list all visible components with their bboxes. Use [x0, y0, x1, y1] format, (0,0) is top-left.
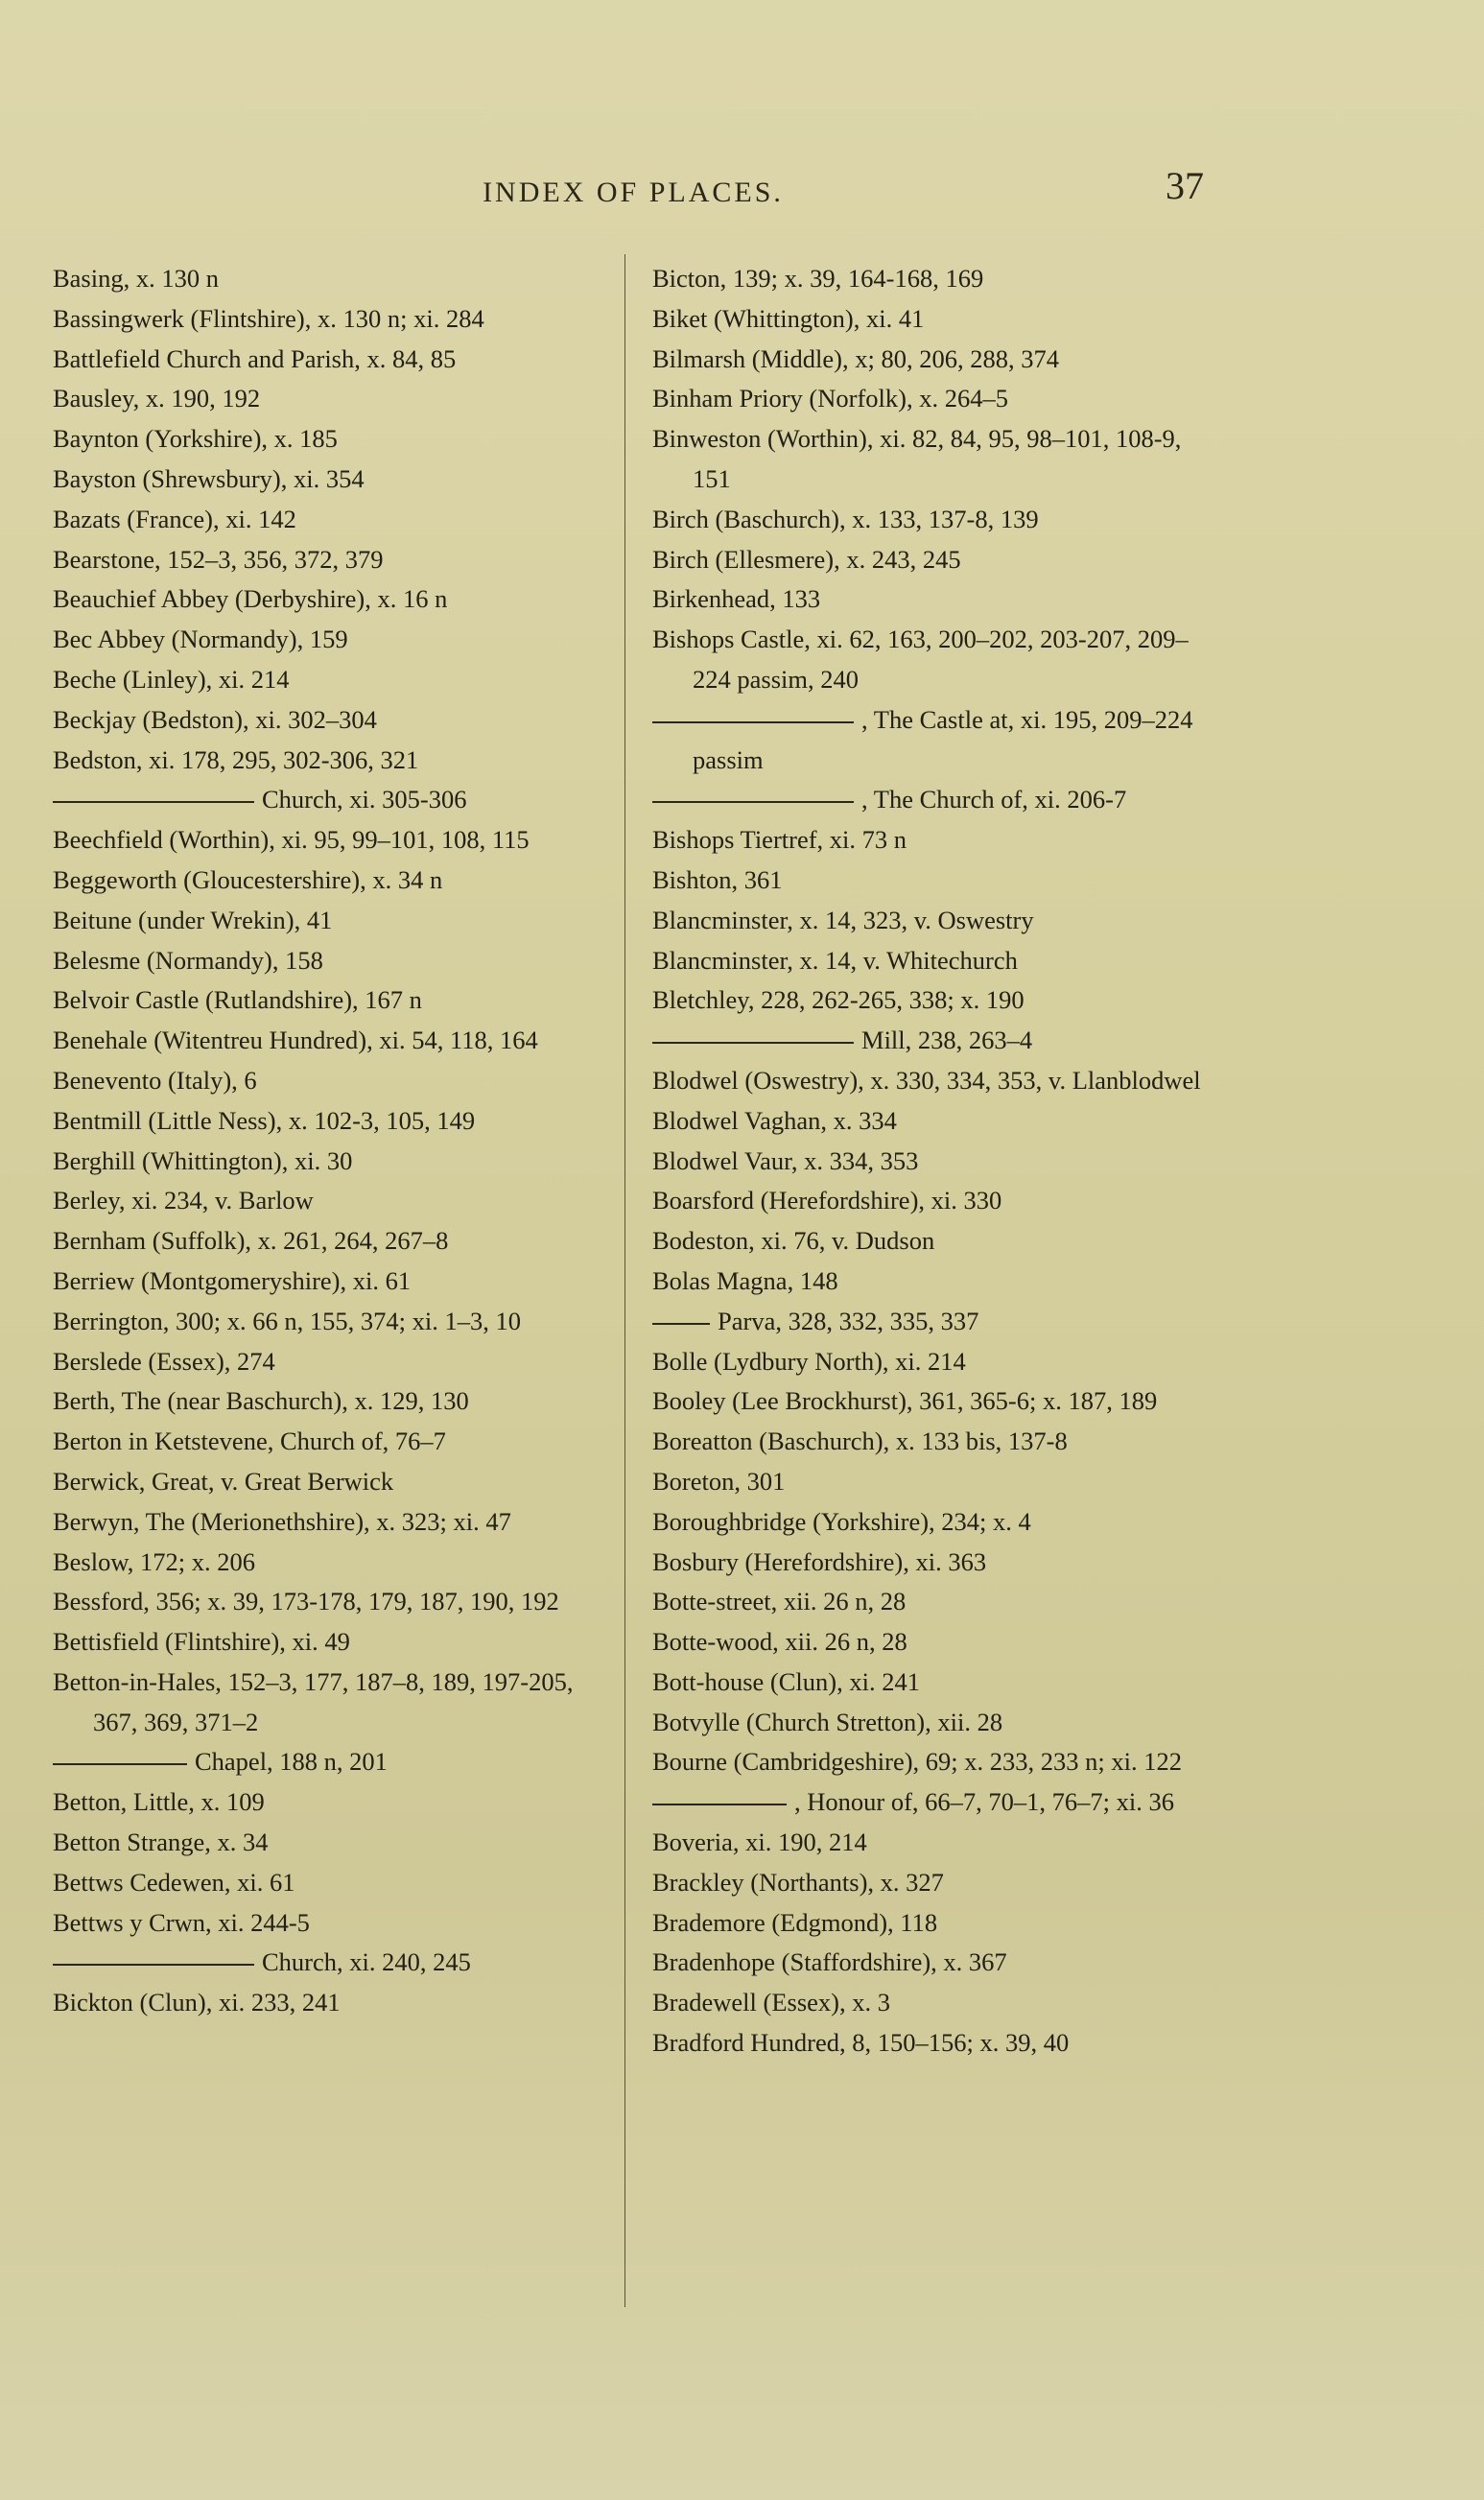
index-entry [652, 780, 1209, 820]
index-entry-text: Binweston (Worthin), xi. 82, 84, 95, 98–101, 108-9, 151 [652, 424, 1182, 493]
index-entry-text: Belvoir Castle (Rutlandshire), 167 n [53, 985, 422, 1015]
index-entry [53, 1021, 609, 1061]
index-entry [652, 419, 1209, 500]
index-entry-text: Battlefield Church and Parish, x. 84, 85 [53, 343, 457, 373]
index-entry [652, 1462, 1209, 1502]
index-entry-text: Chapel, 188 n, 201 [195, 1747, 388, 1777]
index-entry-text: Betton, Little, x. 109 [53, 1787, 265, 1817]
index-entry [652, 901, 1209, 941]
index-entry-text: Church, xi. 305-306 [262, 785, 467, 814]
index-entry [652, 861, 1209, 901]
index-entry-text: , Honour of, 66–7, 70–1, 76–7; xi. 36 [794, 1787, 1175, 1817]
index-entry [652, 1221, 1209, 1262]
ditto-rule [652, 1042, 854, 1044]
index-entry [652, 259, 1209, 299]
index-entry-text: Bentmill (Little Ness), x. 102-3, 105, 149 [53, 1105, 476, 1135]
index-entry-text: Bayston (Shrewsbury), xi. 354 [53, 463, 365, 493]
index-entry [53, 1863, 609, 1903]
index-entry [53, 1302, 609, 1342]
index-entry [652, 1021, 1209, 1061]
index-entry [53, 941, 609, 981]
index-entry-text: Boroughbridge (Yorkshire), 234; x. 4 [652, 1506, 1031, 1536]
index-entry [53, 460, 609, 500]
index-entry [53, 780, 609, 820]
index-entry [53, 1983, 609, 2023]
index-entry [53, 620, 609, 660]
index-entry-text: Bradewell (Essex), x. 3 [652, 1988, 890, 2017]
index-entry-text: Berslede (Essex), 274 [53, 1346, 275, 1376]
index-entry-text: Bearstone, 152–3, 356, 372, 379 [53, 544, 384, 574]
index-entry [652, 980, 1209, 1021]
index-entry [652, 1663, 1209, 1703]
index-entry [652, 1782, 1209, 1823]
page-number: 37 [1166, 164, 1204, 207]
index-entry [652, 2023, 1209, 2064]
index-entry-text: Bilmarsh (Middle), x; 80, 206, 288, 374 [652, 343, 1059, 373]
index-entry [53, 1181, 609, 1221]
index-entry-text: Betton-in-Hales, 152–3, 177, 187–8, 189, 197-205, 367, 369, 371–2 [53, 1666, 574, 1736]
running-title: INDEX OF PLACES. [483, 177, 784, 208]
index-entry [652, 1181, 1209, 1221]
index-entry [53, 579, 609, 620]
index-entry [53, 419, 609, 460]
index-entry [652, 1101, 1209, 1142]
index-entry [53, 1262, 609, 1302]
ditto-rule [53, 1964, 254, 1966]
index-entry [652, 340, 1209, 380]
index-entry-text: Birch (Ellesmere), x. 243, 245 [652, 544, 961, 574]
index-entry [652, 700, 1209, 781]
index-entry-text: Brademore (Edgmond), 118 [652, 1907, 938, 1937]
index-entry-text: Beche (Linley), xi. 214 [53, 664, 290, 694]
index-entry-text: Bishops Tiertref, xi. 73 n [652, 825, 907, 855]
index-entry [53, 299, 609, 340]
index-entry [652, 1342, 1209, 1382]
index-entry [53, 1903, 609, 1944]
index-entry [652, 1742, 1209, 1782]
index-entry [53, 660, 609, 700]
index-entry [53, 700, 609, 741]
index-entry-text: Birkenhead, 133 [652, 584, 821, 614]
index-entry [652, 1502, 1209, 1543]
index-entry [652, 540, 1209, 580]
index-entry [652, 500, 1209, 540]
index-entry [652, 941, 1209, 981]
index-entry-text: Betton Strange, x. 34 [53, 1828, 269, 1857]
index-entry-text: Bolle (Lydbury North), xi. 214 [652, 1346, 966, 1376]
ditto-rule [53, 801, 254, 803]
index-entry [652, 1903, 1209, 1944]
index-entry-text: Bassingwerk (Flintshire), x. 130 n; xi. 284 [53, 303, 484, 333]
index-entry [53, 1061, 609, 1101]
index-entry [652, 1703, 1209, 1743]
index-entry-text: Botte-street, xii. 26 n, 28 [652, 1587, 907, 1616]
index-entry-text: Bradford Hundred, 8, 150–156; x. 39, 40 [652, 2028, 1070, 2058]
index-entry-text: Berghill (Whittington), xi. 30 [53, 1145, 353, 1175]
index-entry [53, 540, 609, 580]
index-entry-text: Mill, 238, 263–4 [861, 1026, 1033, 1055]
index-entry [53, 1943, 609, 1983]
index-entry-text: Belesme (Normandy), 158 [53, 945, 323, 975]
index-entry [53, 741, 609, 781]
index-entry-text: Bradenhope (Staffordshire), x. 367 [652, 1947, 1007, 1977]
index-entry [652, 1543, 1209, 1583]
index-entry-text: Bec Abbey (Normandy), 159 [53, 625, 348, 654]
index-entry [53, 1663, 609, 1743]
ditto-rule [652, 721, 854, 723]
index-column-left [53, 259, 609, 2023]
ditto-rule [652, 801, 854, 803]
index-entry-text: Berwyn, The (Merionethshire), x. 323; xi. 47 [53, 1506, 511, 1536]
index-entry [53, 340, 609, 380]
index-entry-text: Bletchley, 228, 262-265, 338; x. 190 [652, 985, 1025, 1015]
index-entry [53, 901, 609, 941]
index-entry-text: Benehale (Witentreu Hundred), xi. 54, 118, 164 [53, 1026, 538, 1055]
index-entry-text: Bicton, 139; x. 39, 164-168, 169 [652, 264, 984, 293]
index-entry [652, 1622, 1209, 1663]
index-entry-text: Bolas Magna, 148 [652, 1265, 838, 1295]
index-entry [53, 1101, 609, 1142]
index-entry-text: Bishton, 361 [652, 864, 783, 894]
index-entry [652, 579, 1209, 620]
index-entry-text: Bedston, xi. 178, 295, 302-306, 321 [53, 744, 419, 774]
index-entry-text: Basing, x. 130 n [53, 264, 219, 293]
index-entry-text: Boveria, xi. 190, 214 [652, 1828, 867, 1857]
index-entry [652, 1302, 1209, 1342]
index-entry [53, 1342, 609, 1382]
index-entry-text: Bishops Castle, xi. 62, 163, 200–202, 203-207, 209–224 passim, 240 [652, 625, 1189, 694]
index-entry-text: Boarsford (Herefordshire), xi. 330 [652, 1186, 1002, 1215]
index-entry-text: Berriew (Montgomeryshire), xi. 61 [53, 1265, 412, 1295]
index-entry-text: Blancminster, x. 14, 323, v. Oswestry [652, 905, 1034, 934]
index-entry-text: Bausley, x. 190, 192 [53, 384, 261, 413]
index-entry [652, 1142, 1209, 1182]
index-entry-text: Beechfield (Worthin), xi. 95, 99–101, 108, 115 [53, 825, 530, 855]
index-entry-text: Biket (Whittington), xi. 41 [652, 303, 925, 333]
index-entry [53, 379, 609, 419]
index-entry-text: Bettisfield (Flintshire), xi. 49 [53, 1627, 350, 1657]
column-divider [624, 254, 625, 2307]
index-entry-text: Blancminster, x. 14, v. Whitechurch [652, 945, 1018, 975]
index-entry-text: Boreatton (Baschurch), x. 133 bis, 137-8 [652, 1427, 1068, 1456]
index-entry [652, 1381, 1209, 1422]
index-entry-text: Bernham (Suffolk), x. 261, 264, 267–8 [53, 1226, 449, 1256]
index-entry [652, 620, 1209, 700]
ditto-rule [53, 1763, 187, 1765]
index-entry [53, 1742, 609, 1782]
index-entry [53, 820, 609, 861]
index-entry-text: Bott-house (Clun), xi. 241 [652, 1666, 920, 1696]
index-entry [652, 1582, 1209, 1622]
index-entry [53, 1823, 609, 1863]
index-entry-text: Birch (Baschurch), x. 133, 137-8, 139 [652, 504, 1039, 533]
index-entry-text: Berth, The (near Baschurch), x. 129, 130 [53, 1386, 469, 1416]
index-entry-text: Berwick, Great, v. Great Berwick [53, 1466, 394, 1496]
index-entry [652, 1823, 1209, 1863]
index-entry [53, 980, 609, 1021]
index-entry-text: Botvylle (Church Stretton), xii. 28 [652, 1707, 1003, 1736]
index-entry-text: Baynton (Yorkshire), x. 185 [53, 424, 338, 454]
index-entry [53, 1221, 609, 1262]
index-entry-text: Booley (Lee Brockhurst), 361, 365-6; x. 187, 189 [652, 1386, 1158, 1416]
index-entry [53, 1422, 609, 1462]
index-entry [53, 1142, 609, 1182]
index-entry [53, 1622, 609, 1663]
index-entry-text: Beslow, 172; x. 206 [53, 1546, 256, 1576]
index-entry-text: Beckjay (Bedston), xi. 302–304 [53, 704, 377, 734]
index-entry [652, 1863, 1209, 1903]
index-entry-text: Blodwel (Oswestry), x. 330, 334, 353, v. Llanblodwel [652, 1065, 1201, 1095]
index-entry-text: Beggeworth (Gloucestershire), x. 34 n [53, 864, 443, 894]
index-entry-text: Berrington, 300; x. 66 n, 155, 374; xi. 1–3, 10 [53, 1306, 522, 1335]
index-entry [53, 1381, 609, 1422]
index-entry-text: Berley, xi. 234, v. Barlow [53, 1186, 314, 1215]
index-entry-text: Beauchief Abbey (Derbyshire), x. 16 n [53, 584, 448, 614]
index-entry-text: Bourne (Cambridgeshire), 69; x. 233, 233 n; xi. 122 [652, 1747, 1183, 1777]
index-entry [53, 861, 609, 901]
index-entry-text: Botte-wood, xii. 26 n, 28 [652, 1627, 907, 1657]
ditto-rule [652, 1323, 710, 1325]
index-entry-text: Bickton (Clun), xi. 233, 241 [53, 1988, 341, 2017]
index-entry-text: Boreton, 301 [652, 1466, 786, 1496]
index-entry [53, 1502, 609, 1543]
index-entry-text: Beitune (under Wrekin), 41 [53, 905, 333, 934]
index-entry-text: Bessford, 356; x. 39, 173-178, 179, 187, 190, 192 [53, 1587, 559, 1616]
index-entry-text: Bettws y Crwn, xi. 244-5 [53, 1907, 310, 1937]
index-entry [652, 1943, 1209, 1983]
index-entry-text: Church, xi. 240, 245 [262, 1947, 471, 1977]
index-entry [53, 1582, 609, 1622]
index-entry [652, 1422, 1209, 1462]
index-entry [53, 259, 609, 299]
index-entry [652, 299, 1209, 340]
index-entry [53, 500, 609, 540]
index-entry-text: Bodeston, xi. 76, v. Dudson [652, 1226, 935, 1256]
index-entry-text: Binham Priory (Norfolk), x. 264–5 [652, 384, 1008, 413]
index-entry-text: Bettws Cedewen, xi. 61 [53, 1867, 295, 1897]
index-entry-text: Blodwel Vaur, x. 334, 353 [652, 1145, 919, 1175]
index-entry-text: Brackley (Northants), x. 327 [652, 1867, 944, 1897]
index-entry [53, 1462, 609, 1502]
index-entry [652, 1061, 1209, 1101]
index-entry-text: , The Church of, xi. 206-7 [861, 785, 1127, 814]
index-entry-text: Benevento (Italy), 6 [53, 1065, 257, 1095]
ditto-rule [652, 1804, 787, 1805]
index-entry-text: Parva, 328, 332, 335, 337 [718, 1306, 979, 1335]
index-entry-text: Bosbury (Herefordshire), xi. 363 [652, 1546, 987, 1576]
index-entry-text: Berton in Ketstevene, Church of, 76–7 [53, 1427, 446, 1456]
index-entry-text: , The Castle at, xi. 195, 209–224 passim [693, 704, 1193, 774]
index-entry [652, 820, 1209, 861]
index-entry [53, 1543, 609, 1583]
index-entry [53, 1782, 609, 1823]
index-column-right [652, 259, 1209, 2064]
index-entry [652, 1262, 1209, 1302]
index-entry [652, 379, 1209, 419]
index-entry-text: Blodwel Vaghan, x. 334 [652, 1105, 897, 1135]
index-entry-text: Bazats (France), xi. 142 [53, 504, 296, 533]
index-entry [652, 1983, 1209, 2023]
